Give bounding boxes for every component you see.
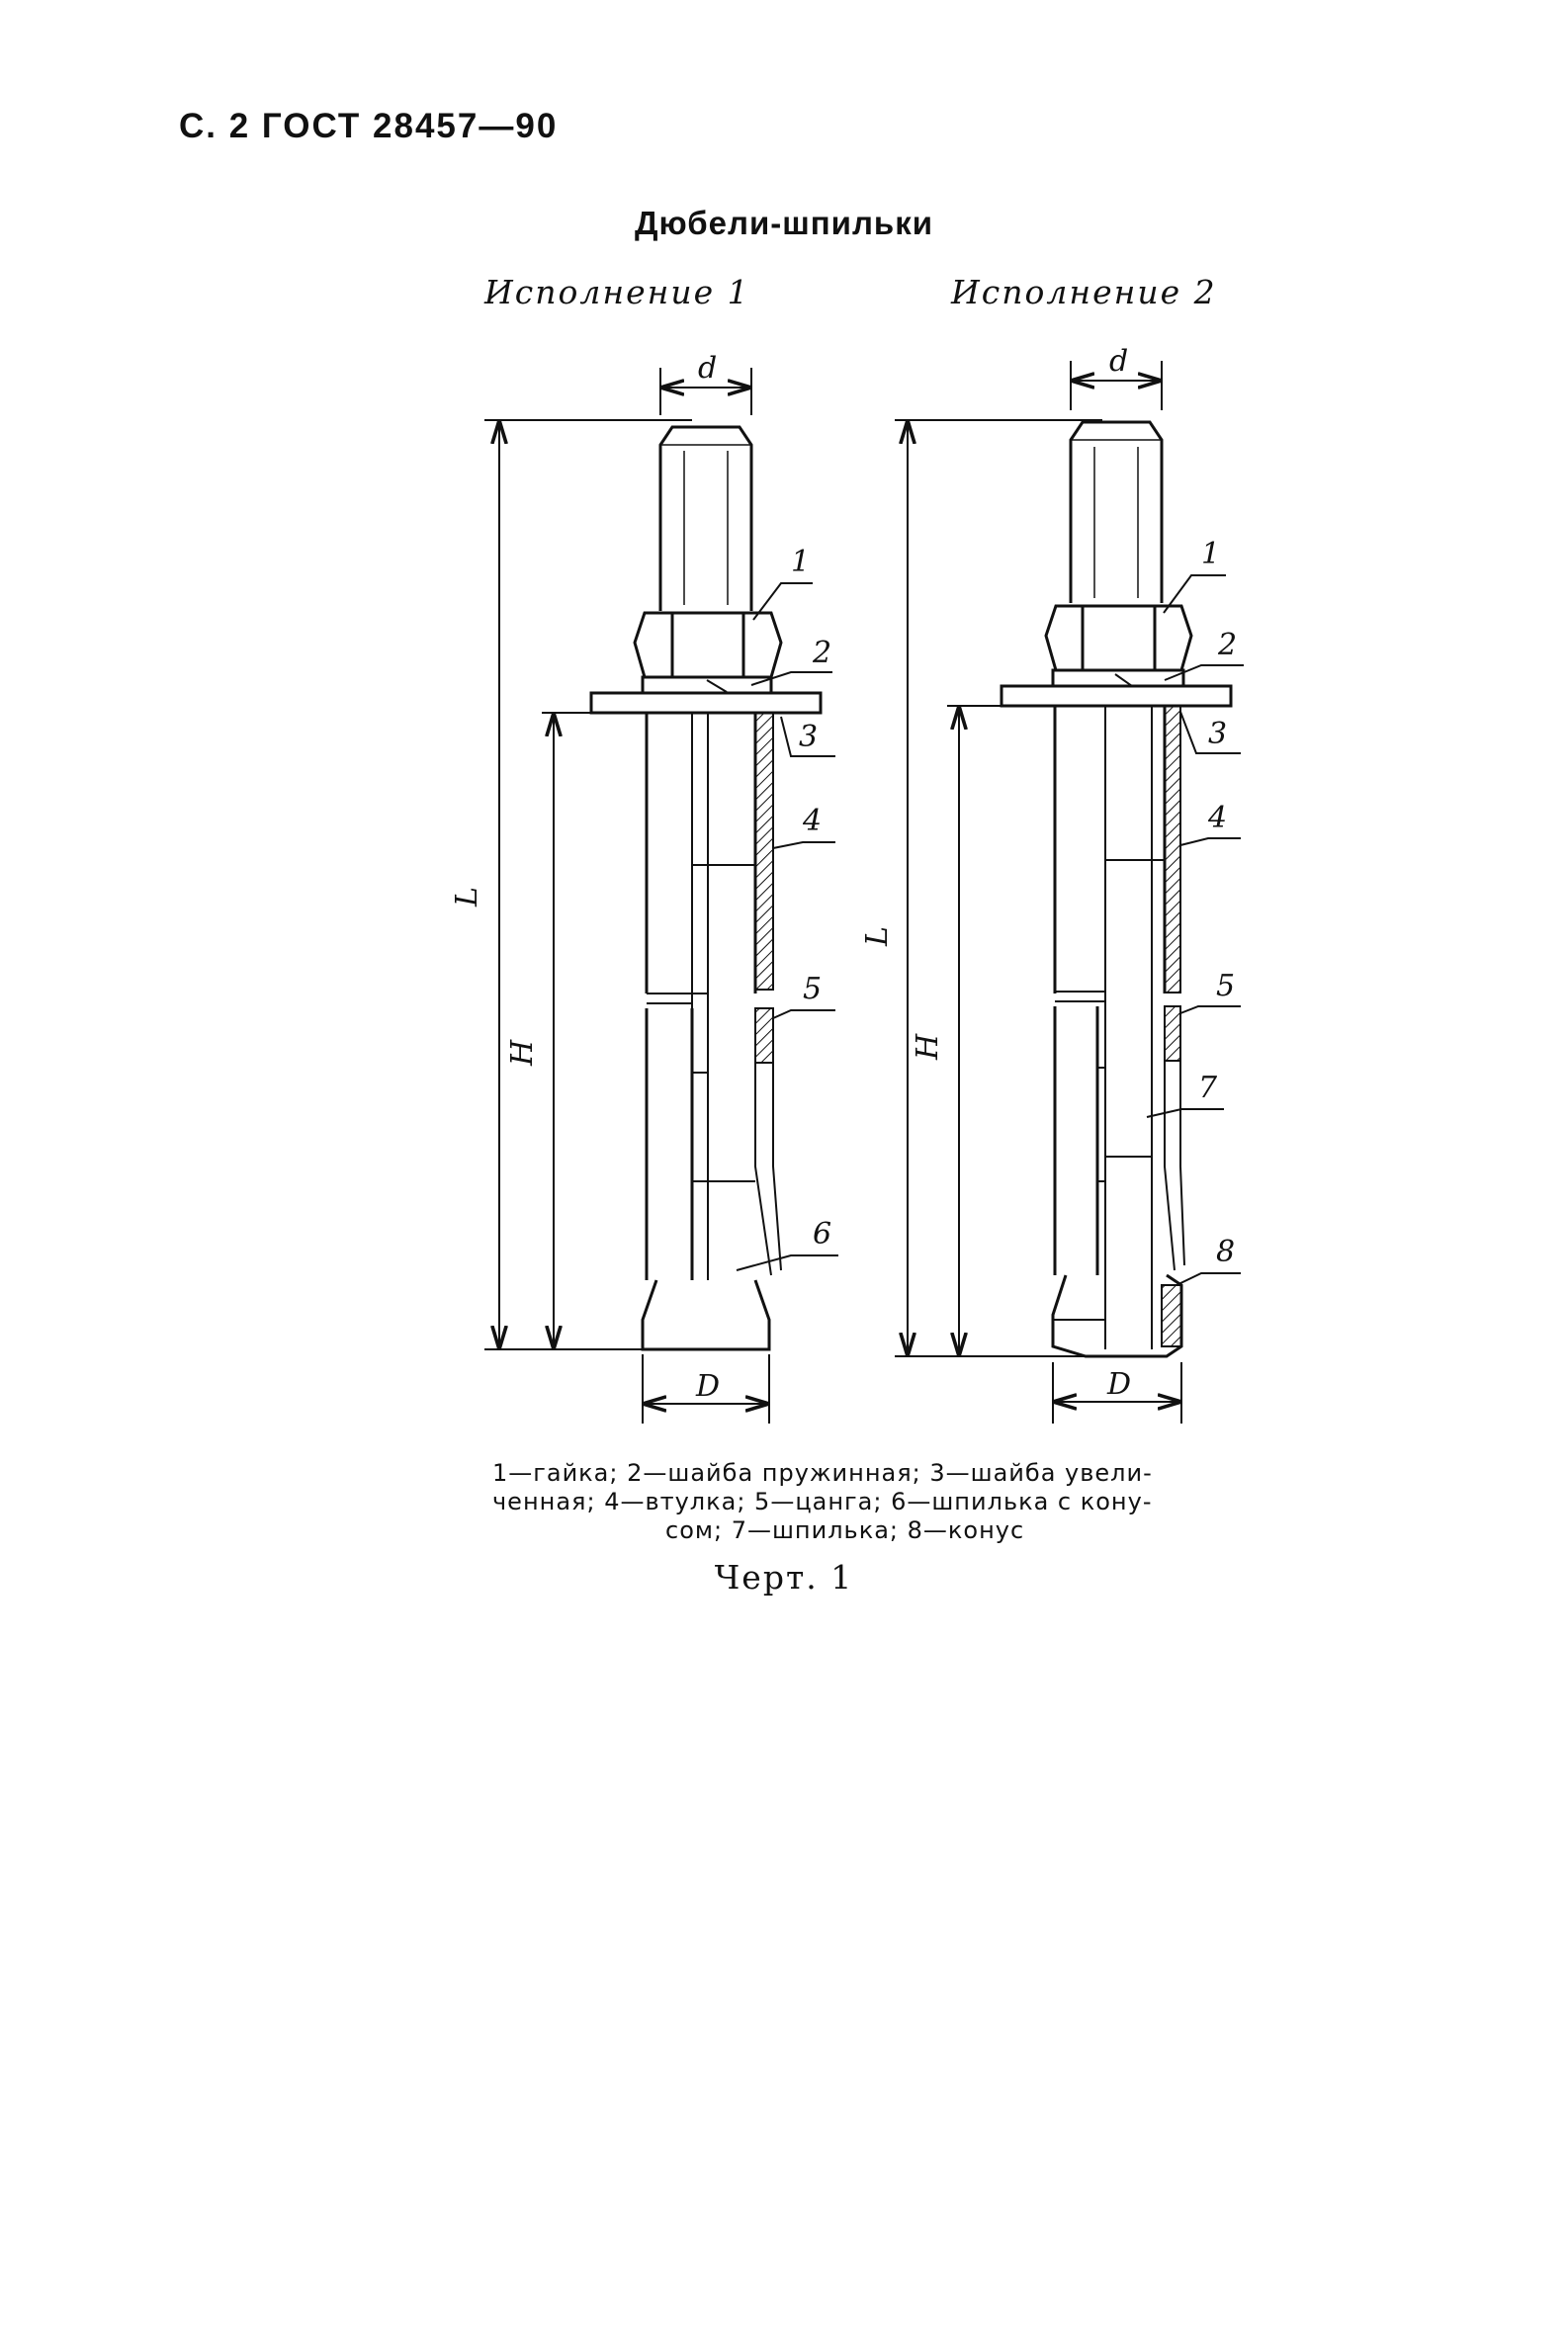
dimension-labels-variant-1 bbox=[450, 351, 831, 1404]
variant-2-label: Исполнение 2 bbox=[951, 273, 1217, 311]
sleeve bbox=[1055, 706, 1165, 994]
dim-L-label: L bbox=[860, 926, 895, 946]
callout-3: 3 bbox=[799, 720, 819, 754]
page-header: С. 2 ГОСТ 28457—90 bbox=[179, 107, 559, 145]
callout-2: 2 bbox=[1218, 628, 1238, 662]
callout-5: 5 bbox=[803, 972, 823, 1006]
sleeve bbox=[647, 713, 755, 994]
stud-thread-top bbox=[660, 427, 751, 611]
large-washer bbox=[591, 693, 821, 713]
collet bbox=[647, 1008, 692, 1280]
spring-washer bbox=[1053, 670, 1183, 686]
nut bbox=[1046, 606, 1191, 670]
callout-4: 4 bbox=[803, 804, 823, 838]
variant-1-label: Исполнение 1 bbox=[484, 273, 750, 311]
callout-1: 1 bbox=[791, 545, 811, 579]
callout-5: 5 bbox=[1216, 969, 1236, 1003]
callout-1: 1 bbox=[1201, 537, 1221, 571]
callout-2: 2 bbox=[813, 636, 832, 670]
dim-D-label: D bbox=[696, 1369, 721, 1404]
legend-line: 1—гайка; 2—шайба пружинная; 3—шайба увели- bbox=[492, 1459, 1153, 1487]
collet bbox=[1055, 1006, 1097, 1275]
dim-d-label: d bbox=[1109, 344, 1129, 379]
callout-8: 8 bbox=[1216, 1235, 1236, 1269]
dim-D-label: D bbox=[1107, 1367, 1132, 1402]
callout-3: 3 bbox=[1208, 717, 1228, 751]
figure-caption: Черт. 1 bbox=[714, 1558, 854, 1597]
dim-d-label: d bbox=[698, 351, 718, 386]
cone bbox=[643, 1280, 769, 1349]
callout-7: 7 bbox=[1198, 1071, 1218, 1105]
large-washer bbox=[1002, 686, 1231, 706]
dowel-drawing-variant-2 bbox=[1002, 422, 1231, 1356]
nut bbox=[635, 613, 781, 677]
legend bbox=[492, 1459, 1236, 1545]
dowel-drawing-variant-1 bbox=[591, 427, 821, 1349]
dim-H-label: H bbox=[505, 1039, 540, 1066]
legend-line: ченная; 4—втулка; 5—цанга; 6—шпилька с кону- bbox=[492, 1488, 1153, 1515]
legend-line: сом; 7—шпилька; 8—конус bbox=[665, 1516, 1025, 1544]
stud-thread-top bbox=[1071, 422, 1162, 603]
callout-4: 4 bbox=[1208, 801, 1228, 835]
dim-L-label: L bbox=[450, 887, 484, 907]
section-title: Дюбели-шпильки bbox=[634, 205, 933, 241]
dim-H-label: H bbox=[911, 1033, 945, 1060]
callout-6: 6 bbox=[813, 1217, 832, 1252]
